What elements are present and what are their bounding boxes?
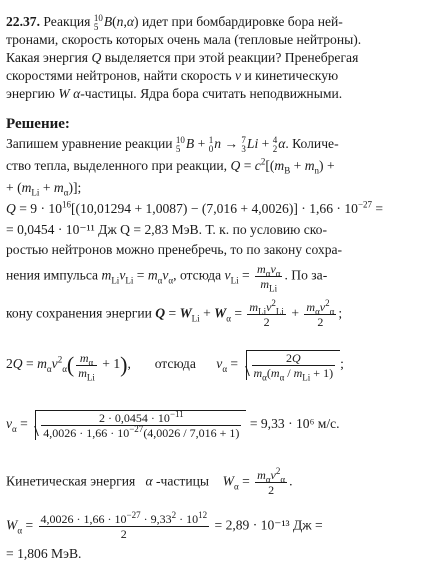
- solution-line-6: ростью нейтронов можно пренебречь, то по закону сохра-: [6, 242, 343, 257]
- solution-line-10: $v_\alpha$ = $\frac{2 \cdot 0,0454 \cdot 10^{-11}}{4,0026 \cdot 1,66 \cdot 10^{-27}(4,0026 / 7,016 + 1)}$ = 9,33 · 10⁶ м/с.: [6, 409, 340, 440]
- solution-line-12: $W_\alpha$ = $\frac{4,0026 \cdot 1,66 \cdot 10^{-27} \cdot 9,33^2 \cdot 10^{12}}{2}$ = 2,89 · 10⁻¹³ Дж =: [6, 510, 323, 541]
- solution-line-5: = 0,0454 · 10⁻¹¹ Дж Q = 2,83 МэВ. Т. к. по условию ско-: [6, 222, 327, 237]
- solution-line-2: ство тепла, выделенного при реакции, $Q = c^2[(m_B + m_n)$ +: [6, 156, 335, 176]
- solution-line-3: + $(m_{Li} + m_\alpha)$];: [6, 180, 82, 198]
- solution-line-1: Запишем уравнение реакции 10 5 B + 1 0 n → 7 3 Li + 4 2 α. Количе-: [6, 135, 339, 154]
- solution-line-4: $Q = 9 \cdot 10^{16}[(10,01294 + 1,0087) - (7,016 + 4,0026)] \cdot 1,66 \cdot 10^{-27}$ =: [6, 199, 384, 216]
- solution-heading: Решение:: [6, 116, 70, 132]
- solution-line-13: = 1,806 МэВ.: [6, 546, 82, 561]
- problem-number: 22.37.: [6, 14, 40, 30]
- problem-line-5: энергию W α-частицы. Ядра бора считать неподвижными.: [6, 86, 343, 101]
- problem-line-2: тронами, скорость которых очень мала (тепловые нейтроны).: [6, 32, 362, 47]
- solution-line-11: Кинетическая энергия α -частицы $W_\alpha$ = $\frac{m_\alpha v^2_\alpha}{2}$ .: [6, 466, 293, 497]
- solution-line-7: нения импульса $m_{Li}v_{Li} = m_\alpha v_\alpha$, отсюда $v_{Li}$ = $\frac{m_\alpha v_\alpha}{m_{Li}}$ . По за-: [6, 262, 328, 294]
- solution-line-8: кону сохранения энергии $Q = W_{Li} + W_\alpha$ = $\frac{m_{Li}v^2_{Li}}{2}$ + $\frac{m_\alpha v^2_\alpha}{2}$ ;: [6, 298, 343, 329]
- problem-line-1: 22.37. Реакция 10 5 B(n,α) идет при бомбардировке бора ней-: [6, 13, 343, 32]
- problem-line-3: Какая энергия Q выделяется при этой реакции? Пренебрегая: [6, 50, 359, 65]
- problem-line-4: скоростями нейтронов, найти скорость v и кинетическую: [6, 68, 339, 83]
- solution-line-9: $2Q = m_\alpha v^2_\alpha$( $\frac{m_\alpha}{m_{Li}}$ + 1), отсюда $v_\alpha$ = $\frac{2Q}{m_\alpha(m_\alpha / m_{Li} + 1)}$ ;: [6, 350, 344, 383]
